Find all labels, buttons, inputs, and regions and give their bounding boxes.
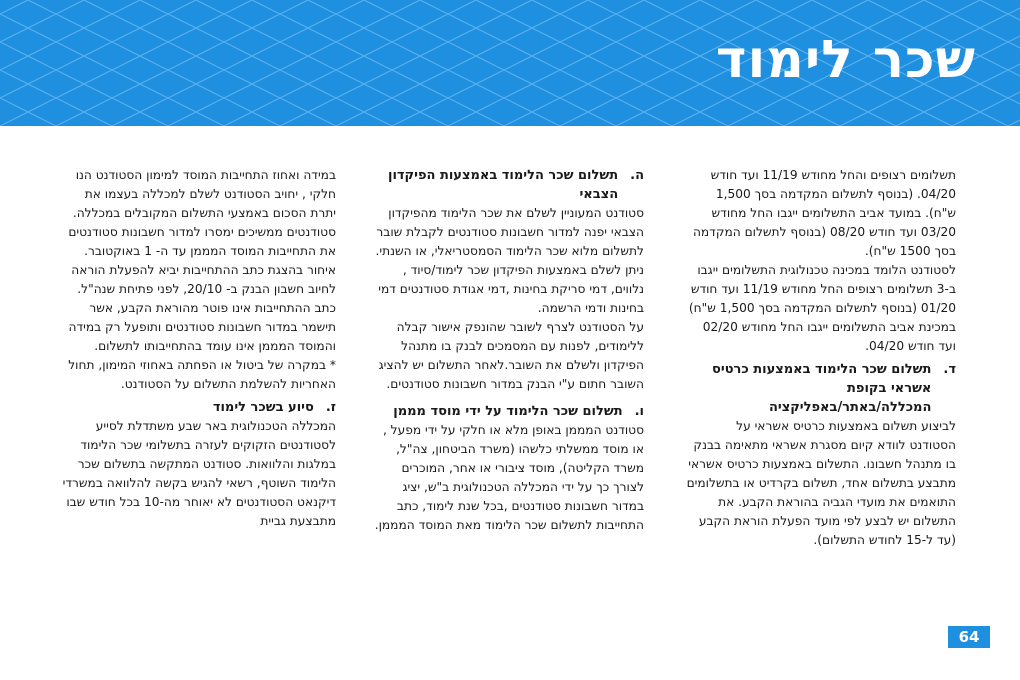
paragraph: לסטודנט הלומד במכינה טכנולוגית התשלומים ייגבו ב-3 תשלומים רצופים החל מחודש 11/19 ועד חודש 01/20 (בנוסף לתשלום המקדמה בסך 1,500 ש"ח) במכינת אביב התשלומים ייגבו החל מחודש 02/20 ועד חודש 04/20.	[688, 263, 956, 353]
paragraph: כתב ההתחייבות אינו פוטר מהוראת הקבע, אשר תישמר במדור חשבונות סטודנטים ותופעל רק במידה והמוסד המממן אינו עומד בהתחייבותו לתשלום.	[68, 301, 336, 353]
section-number: ה.	[630, 168, 644, 183]
section-body: סטודנט המממן באופן מלא או חלקי על ידי מפעל , או מוסד ממשלתי כלשהו (משרד הביטחון, צה"ל, משרד הקליטה), מוסד ציבורי או אחר, המוכרים לצורך כך על ידי המכללה הטכנולוגית ב"ש, יציג במדור חשבונות סטודנטים ,בכל שנת לימוד, כתב התחייבות לתשלום שכר הלימוד מאת המוסד המממן.	[374, 423, 644, 532]
section-heading-v	[374, 402, 644, 421]
section-heading-d	[686, 360, 956, 417]
page-title: שכר לימוד	[715, 30, 976, 90]
section-body: סטודנט המעוניין לשלם את שכר הלימוד מהפיקדון הצבאי יפנה למדור חשבונות סטודנטים לקבלת שובר לתשלום מלוא שכר הלימוד הסמסטריאלי, או השנתי. ניתן לשלם באמצעות הפיקדון שכר לימוד/סיוד , נלווים, דמי סריקת בחינות ,דמי אגודת סטודנטים דמי בחינות ודמי הרשמה.	[375, 206, 644, 315]
section-heading-z	[61, 398, 336, 417]
section-title: תשלום שכר הלימוד באמצעות הפיקדון הצבאי	[387, 168, 619, 202]
paragraph: סטודנטים ממשיכים ימסרו למדור חשבונות סטודנטים את התחייבות המוסד המממן עד ה- 1 באוקטובר. איחור בהצגת כתב ההתחייבות יביא להפעלת הוראה לחיוב חשבון הבנק ב- 20/10, לפני פתיחת שנה"ל.	[68, 225, 336, 296]
section-body: על הסטודנט לצרף לשובר שהונפק אישור קבלה ללימודים, לפנות עם המסמכים לבנק בו מתנהל הפיקדון ולשלם את השובר.לאחר התשלום יש להציג השובר חתום ע"י הבנק במדור חשבונות סטודנטים.	[378, 320, 644, 391]
column-left	[61, 166, 336, 531]
paragraph: במידה ואחוז התחייבות המוסד למימון הסטודנט הנו חלקי , יחויב הסטודנט לשלם למכללה בעצמו את יתרת הסכום באמצעי התשלום המקובלים במכללה.	[72, 168, 336, 220]
section-body: לביצוע תשלום באמצעות כרטיס אשראי על הסטודנט לוודא קיום מסגרת אשראי מתאימה בבנק בו מתנהל חשבונו. התשלום באמצעות כרטיס אשראי מתבצע בתשלום אחד, תשלום בקרדיט או בתשלומים התואמים את מועדי הגביה בהוראת הקבע. את התשלום יש לבצע לפי מועד הפעלת הוראת הקבע (עד ל-15 לחודש התשלום).	[686, 419, 956, 547]
paragraph: * במקרה של ביטול או הפחתה באחוזי המימון, תחול האחריות להשלמת התשלום על הסטודנט.	[68, 358, 336, 391]
section-number: ו.	[634, 404, 644, 419]
header-banner	[0, 0, 1020, 126]
section-body: המכללה הטכנולוגית באר שבע משתדלת לסייע לסטודנטים הזקוקים לעזרה בתשלומי שכר הלימוד במלגות והלוואות. סטודנט המתקשה בתשלום שכר הלימוד השוטף, רשאי להגיש בקשה להלוואה במשרדי דיקנאט הסטודנטים לא יאוחר מה-10 בכל חודש שבו מתבצעת גביית	[62, 419, 336, 528]
section-title: תשלום שכר הלימוד באמצעות כרטיס אשראי בקופת המכללה/באתר/באפליקציה	[712, 362, 932, 415]
page-number: 64	[948, 626, 990, 648]
column-right	[686, 166, 956, 550]
column-middle	[374, 166, 644, 535]
section-heading-h	[374, 166, 644, 204]
section-title: תשלום שכר הלימוד על ידי מוסד מממן	[393, 404, 623, 419]
section-title: סיוע בשכר לימוד	[212, 400, 314, 415]
paragraph: תשלומים רצופים והחל מחודש 11/19 ועד חודש 04/20. (בנוסף לתשלום המקדמה בסך 1,500 ש"ח). במועד אביב התשלומים ייגבו החל מחודש 03/20 ועד חודש 08/20 (בנוסף לתשלום המקדמה בסך 1500 ש"ח).	[692, 168, 956, 258]
section-number: ד.	[943, 362, 956, 377]
section-number: ז.	[325, 400, 336, 415]
